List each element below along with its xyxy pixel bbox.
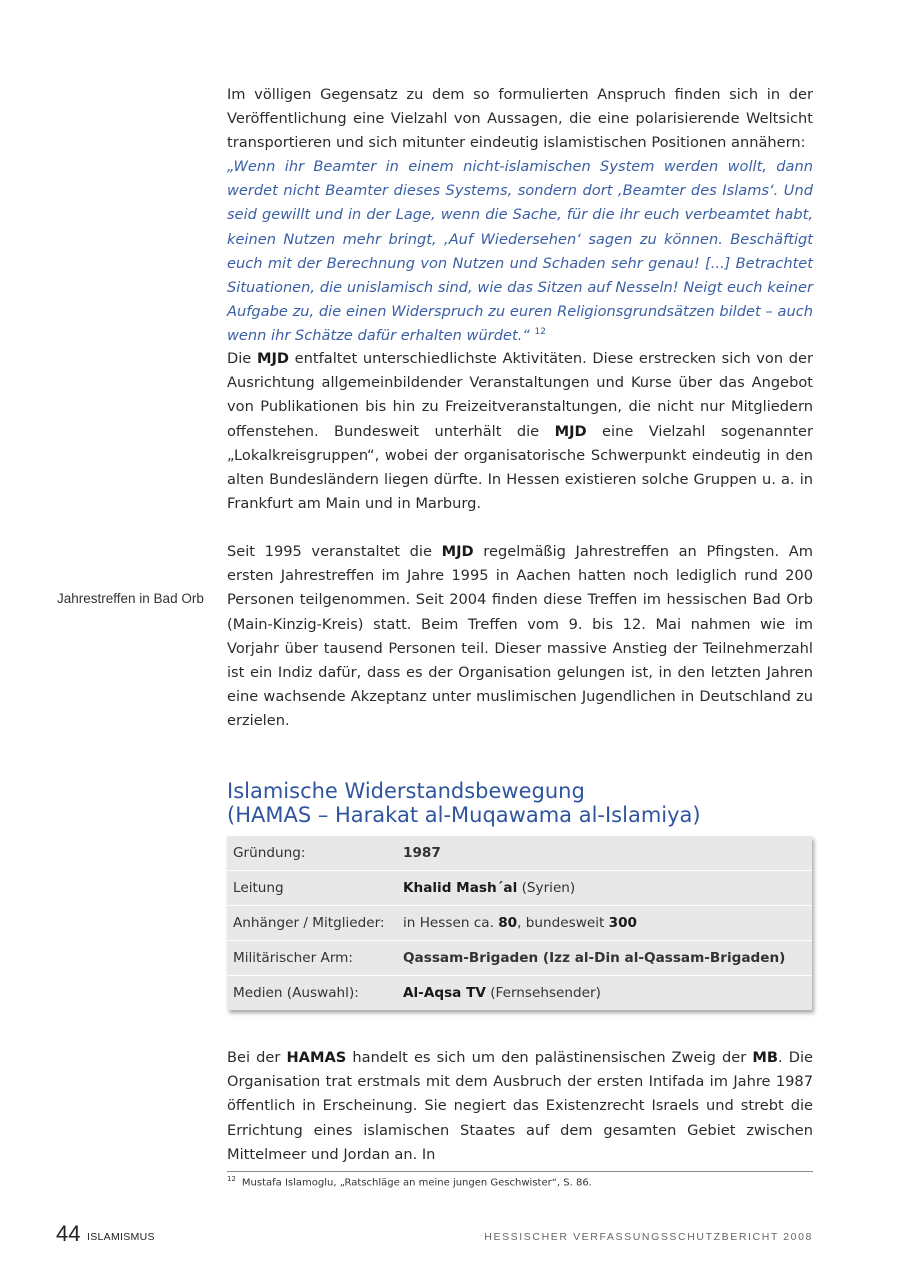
fact-row-medien — [227, 976, 812, 1010]
fact-row-leitung — [227, 871, 812, 906]
quote-text: „Wenn ihr Beamter in einem nicht-islamischen System werden wollt, dann werdet nicht Beamter dieses Systems, sondern dort ‚Beamter des Islams‘. Und seid gewillt und in der Lage, wenn die Sache, für die ihr euch verbeamtet habt, keinen Nutzen mehr bringt, ‚Auf Wiedersehen‘ sagen zu können. Beschäftigt euch mit der Berechnung von Nutzen und Schaden sehr genau! [...] Betrachtet Situationen, die unislamisch sind, wie das Sitzen auf Nesseln! Neigt euch keiner Aufgabe zu, die einen Widerspruch zu euren Religionsgrundsätzen bildet – auch wenn ihr Schätze dafür erhalten würdet.“ — [227, 158, 813, 345]
org-name-mjd: MJD — [554, 422, 587, 440]
org-name-mb: MB — [752, 1049, 778, 1066]
fact-label: Medien (Auswahl): — [233, 985, 359, 1001]
fact-value: 1987 — [403, 845, 441, 861]
paragraph-jahrestreffen: Seit 1995 veranstaltet die MJD regelmäßig Jahrestreffen an Pfingsten. Am ersten Jahrestreffen im Jahre 1995 in Aachen hatten noch lediglich rund 200 Personen teilgenommen. Seit 2004 finden diese Treffen im hessischen Bad Orb (Main-Kinzig-Kreis) statt. Beim Treffen vom 9. bis 12. Mai nahmen wie im Vorjahr über tausend Personen teil. Dieser massive Anstieg der Teilnehmerzahl ist ein Indiz dafür, dass es der Organisation gelungen ist, in den letzten Jahren eine wachsende Akzeptanz unter muslimischen Jugendlichen in Deutschland zu erzielen. — [227, 543, 813, 730]
footnote — [227, 1175, 592, 1188]
footnote-number: 12 — [227, 1175, 236, 1183]
report-title: HESSISCHER VERFASSUNGSSCHUTZBERICHT 2008 — [484, 1231, 813, 1243]
footnote-divider — [227, 1171, 813, 1172]
fact-label: Gründung: — [233, 845, 306, 861]
fact-value: Qassam-Brigaden (Izz al-Din al-Qassam-Brigaden) — [403, 950, 786, 966]
fact-row-militaerischer-arm — [227, 941, 812, 976]
org-name-mjd: MJD — [256, 350, 290, 367]
heading-line-1: Islamische Widerstandsbewegung — [227, 779, 585, 803]
paragraph-intro: Im völligen Gegensatz zu dem so formulierten Anspruch finden sich in der Veröffentlichung eine Vielzahl von Aussagen, die eine polarisierende Weltsicht transportieren und sich mitunter eindeutig islamistischen Positionen annähern: — [227, 86, 813, 152]
quote-block — [227, 155, 813, 349]
fact-value: Khalid Mash´al (Syrien) — [403, 880, 576, 896]
org-name-hamas: HAMAS — [286, 1049, 347, 1066]
fact-box — [227, 836, 812, 1010]
fact-row-gruendung — [227, 836, 812, 871]
paragraph-hamas: Bei der HAMAS handelt es sich um den palästinensischen Zweig der MB. Die Organisation trat erstmals mit dem Ausbruch der ersten Intifada im Jahre 1987 öffentlich in Erscheinung. Sie negiert das Existenzrecht Israels und strebt die Errichtung eines islamischen Staates auf dem gesamten Gebiet zwischen Mittelmeer und Jordan an. In — [227, 1049, 813, 1163]
heading-line-2: (HAMAS – Harakat al-Muqawama al-Islamiya) — [227, 803, 701, 827]
fact-label: Leitung — [233, 880, 284, 896]
fact-value: in Hessen ca. 80, bundesweit 300 — [403, 915, 638, 931]
page-number: 44 — [56, 1221, 81, 1246]
footnote-ref: 12 — [534, 327, 546, 338]
section-name: ISLAMISMUS — [87, 1231, 155, 1243]
paragraph-mjd-activities: Die MJD entfaltet unterschiedlichste Aktivitäten. Diese erstrecken sich von der Ausrichtung allgemeinbildender Veranstaltungen und Kurse über das Angebot von Publikationen bis hin zu Freizeitveranstaltungen, die nicht nur Mitgliedern offenstehen. Bundesweit unterhält die MJD eine Vielzahl sogenannter „Lokalkreisgruppen“, wobei der organisatorische Schwerpunkt eindeutig in den alten Bundesländern liegen dürfte. In Hessen existieren solche Gruppen u. a. in Frankfurt am Main und in Marburg. — [227, 350, 813, 513]
footnote-text: Mustafa Islamoglu, „Ratschläge an meine jungen Geschwister“, S. 86. — [241, 1177, 592, 1189]
fact-value: Al-Aqsa TV (Fernsehsender) — [403, 985, 601, 1001]
fact-row-anhaenger — [227, 906, 812, 941]
org-name-mjd: MJD — [441, 543, 474, 560]
margin-note: Jahrestreffen in Bad Orb — [57, 591, 204, 606]
section-heading — [227, 779, 827, 827]
fact-label: Anhänger / Mitglieder: — [233, 915, 385, 931]
fact-label: Militärischer Arm: — [233, 950, 354, 966]
